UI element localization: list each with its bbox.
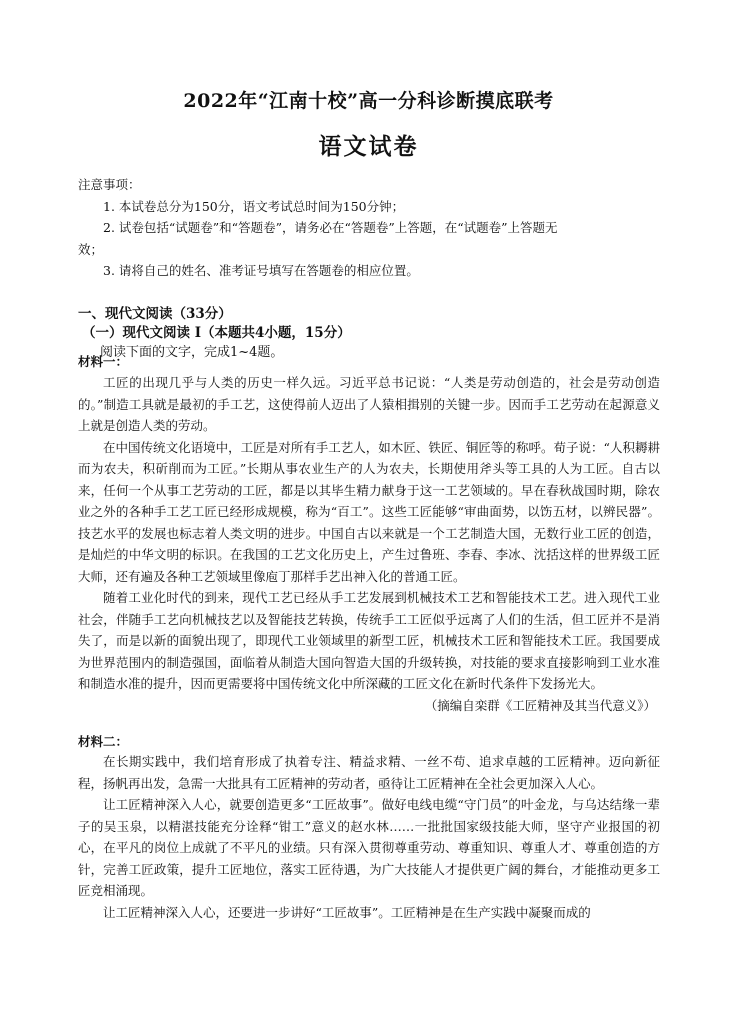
subsection-heading: （一）现代文阅读 I（本题共4小题，15分）	[82, 325, 351, 341]
note-item-2-continued: 效；	[78, 241, 104, 257]
material-2-paragraph: 在长期实践中，我们培育形成了执着专注、精益求精、一丝不苟、追求卓越的工匠精神。迈向新征程，扬帆再出发，急需一大批具有工匠精神的劳动者，亟待让工匠精神在全社会更加深入人心。	[78, 754, 660, 791]
subject-title: 语文试卷	[318, 133, 419, 160]
material-1-body	[78, 372, 660, 716]
material-2-body	[78, 751, 660, 923]
material-1-label: 材料一：	[78, 354, 129, 369]
note-item-2: 2. 试卷包括“试题卷”和“答题卷”，请务必在“答题卷”上答题，在“试题卷”上答题无	[103, 220, 558, 235]
notes-heading: 注意事项：	[78, 177, 141, 192]
exam-title: 2022年“江南十校”高一分科诊断摸底联考	[183, 90, 554, 112]
material-1-paragraph: 工匠的出现几乎与人类的历史一样久远。习近平总书记说：“人类是劳动创造的，社会是劳动创造的。”制造工具就是最初的手工艺，这使得前人迈出了人猿相揖别的关键一步。因而手工艺劳动在起源意义上就是创造人类的劳动。	[78, 375, 660, 433]
note-item-3: 3. 请将自己的姓名、准考证号填写在答题卷的相应位置。	[103, 263, 419, 278]
material-1-paragraph: 在中国传统文化语境中，工匠是对所有手工艺人，如木匠、铁匠、铜匠等的称呼。荀子说：“人积耨耕而为农夫，积斫削而为工匠。”长期从事农业生产的人为农夫，长期使用斧头等工具的人为工匠。自古以来，任何一个从事工艺劳动的工匠，都是以其毕生精力献身于这一工艺领域的。早在春秋战国时期，除农业之外的各种手工艺工匠已经形成规模，称为“百工”。这些工匠能够“审曲面势，以饬五材，以辨民器”。技艺水平的发展也标志着人类文明的进步。中国自古以来就是一个工艺制造大国，无数行业工匠的创造，是灿烂的中华文明的标识。在我国的工艺文化历史上，产生过鲁班、李春、李冰、沈括这样的世界级工匠大师，还有遍及各种工艺领域里像庖丁那样手艺出神入化的普通工匠。	[78, 439, 660, 584]
notes-section	[78, 174, 660, 282]
section-heading: 一、现代文阅读（33分）	[78, 306, 232, 322]
material-2-label: 材料二：	[78, 734, 129, 749]
note-item-1: 1. 本试卷总分为150分，语文考试总时间为150分钟；	[103, 198, 405, 214]
material-1-source: （摘编自栾群《工匠精神及其当代意义》）	[424, 697, 656, 713]
reading-instruction: 阅读下面的文字，完成1~4题。	[100, 345, 284, 360]
material-1-paragraph: 随着工业化时代的到来，现代工艺已经从手工艺发展到机械技术工艺和智能技术工艺。进入现代工业社会，伴随手工艺向机械技艺以及智能技艺转换，传统手工工匠似乎远离了人们的生活，但工匠并不是消失了，而是以新的面貌出现了，即现代工业领域里的新型工匠，机械技术工匠和智能技术工匠。我国要成为世界范围内的制造强国，面临着从制造大国向智造大国的升级转换，对技能的要求直接影响到工业水准和制造水准的提升，因而更需要将中国传统文化中所深藏的工匠文化在新时代条件下发扬光大。	[78, 590, 660, 691]
material-2-paragraph: 让工匠精神深入人心，还要进一步讲好“工匠故事”。工匠精神是在生产实践中凝聚而成的	[103, 904, 591, 920]
material-2-paragraph: 让工匠精神深入人心，就要创造更多“工匠故事”。做好电线电缆“守门员”的叶金龙，与乌达结缘一辈子的吴玉泉，以精湛技能充分诠释“钳工”意义的赵水林……一批批国家级技能大师，坚守产业报国的初心，在平凡的岗位上成就了不平凡的业绩。只有深入贯彻尊重劳动、尊重知识、尊重人才、尊重创造的方针，完善工匠政策，提升工匠地位，落实工匠待遇，为广大技能人才提供更广阔的舞台，才能推动更多工匠竞相涌现。	[78, 797, 660, 898]
